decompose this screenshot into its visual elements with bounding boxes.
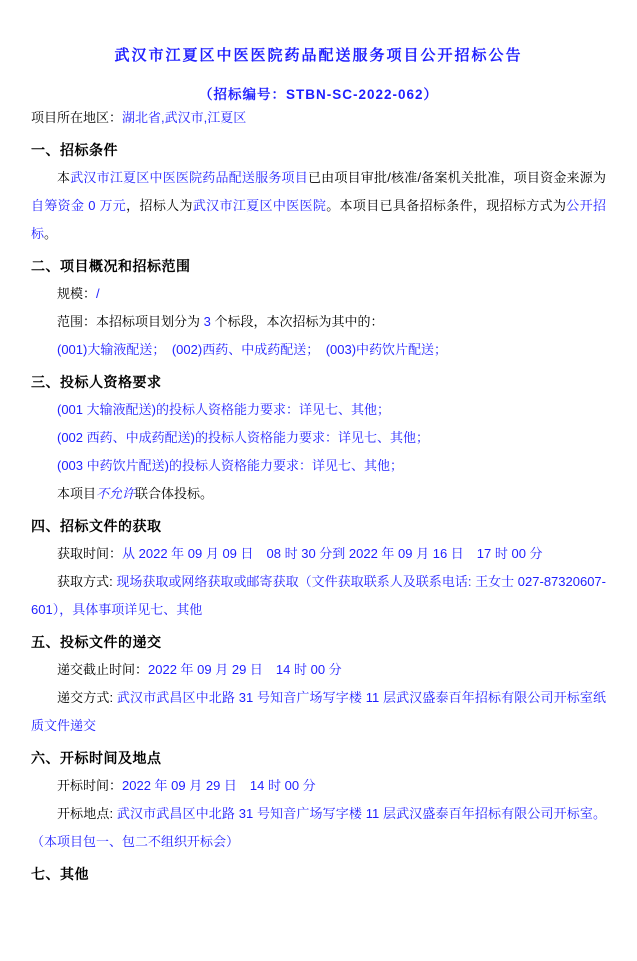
tender-conditions-paragraph (31, 164, 606, 248)
run-black: 本 (57, 170, 71, 185)
submit-deadline-value: 2022 年 09 月 29 日 14 时 00 分 (148, 662, 342, 677)
project-name-value: 武汉市江夏区中医医院药品配送服务项目 (70, 170, 308, 185)
run-black: 个标段，本次招标为其中的： (210, 314, 384, 329)
obtain-time-label: 获取时间： (57, 546, 123, 561)
opening-place-line (31, 800, 606, 856)
tender-number: （招标编号：STBN-SC-2022-062） (198, 87, 439, 102)
page-title: 武汉市江夏区中医医院药品配送服务项目公开招标公告 (114, 47, 523, 64)
section-5-heading: 五、投标文件的递交 (31, 634, 162, 650)
qualification-line-1: (001 大输液配送)的投标人资格能力要求：详见七、其他； (57, 402, 390, 417)
section-6-heading: 六、开标时间及地点 (31, 750, 162, 766)
run-black: 已由项目审批/核准/备案机关批准，项目资金来源为 (307, 170, 606, 185)
project-location-label: 项目所在地区： (31, 110, 123, 125)
scale-label: 规模： (57, 286, 97, 301)
obtain-method-line (31, 568, 606, 624)
run-black: 。 (44, 226, 58, 241)
submit-deadline-label: 递交截止时间： (57, 662, 149, 677)
run-black: 。本项目已具备招标条件，现招标方式为 (326, 198, 567, 213)
qualification-line-3: (003 中药饮片配送)的投标人资格能力要求：详见七、其他； (57, 458, 403, 473)
submit-deadline-line (31, 656, 606, 684)
not-allowed-value: 不允许 (96, 486, 136, 501)
section-7-heading: 七、其他 (31, 866, 89, 882)
submit-method-label: 递交方式: (57, 690, 117, 705)
scope-label: 范围：本招标项目划分为 (57, 314, 204, 329)
section-2-heading: 二、项目概况和招标范围 (31, 258, 191, 274)
scale-value: / (96, 286, 100, 301)
run-black: 联合体投标。 (135, 486, 214, 501)
qualification-line-2: (002 西药、中成药配送)的投标人资格能力要求：详见七、其他； (57, 430, 429, 445)
section-4-heading: 四、招标文件的获取 (31, 518, 162, 534)
opening-place-value: 武汉市武昌区中北路 31 号知音广场写字楼 11 层武汉盛泰百年招标有限公司开标室。（本项目包一、包二不组织开标会） (31, 806, 606, 849)
obtain-time-value: 从 2022 年 09 月 09 日 08 时 30 分到 2022 年 09 月 16 日 17 时 00 分 (122, 546, 543, 561)
section-1-heading: 一、招标条件 (31, 142, 118, 158)
lots-line: (001)大输液配送； (002)西药、中成药配送； (003)中药饮片配送； (57, 342, 448, 357)
submit-method-line (31, 684, 606, 740)
opening-time-line (31, 772, 606, 800)
obtain-method-value: 现场获取或网络获取或邮寄获取（文件获取联系人及联系电话: 王女士 027-87320607-601），具体事项详见七、其他 (31, 574, 606, 617)
tender-method-value: 公开招标 (31, 198, 606, 241)
obtain-method-label: 获取方式: (57, 574, 117, 589)
section-3-heading: 三、投标人资格要求 (31, 374, 162, 390)
opening-time-value: 2022 年 09 月 29 日 14 时 00 分 (122, 778, 316, 793)
opening-time-label: 开标时间： (57, 778, 123, 793)
run-black: ，招标人为 (126, 198, 193, 213)
scale-line (31, 280, 606, 308)
tenderee-value: 武汉市江夏区中医医院 (192, 198, 327, 213)
project-location-line (31, 104, 606, 132)
opening-place-label: 开标地点: (57, 806, 117, 821)
submit-method-value: 武汉市武昌区中北路 31 号知音广场写字楼 11 层武汉盛泰百年招标有限公司开标室纸质文件递交 (31, 690, 606, 733)
consortium-line (31, 480, 606, 508)
lot-count-value: 3 (203, 314, 211, 329)
obtain-time-line (31, 540, 606, 568)
project-location-value: 湖北省,武汉市,江夏区 (122, 110, 247, 125)
funding-source-value: 自筹资金 0 万元 (31, 198, 127, 213)
run-black: 本项目 (57, 486, 97, 501)
scope-line (31, 308, 606, 336)
